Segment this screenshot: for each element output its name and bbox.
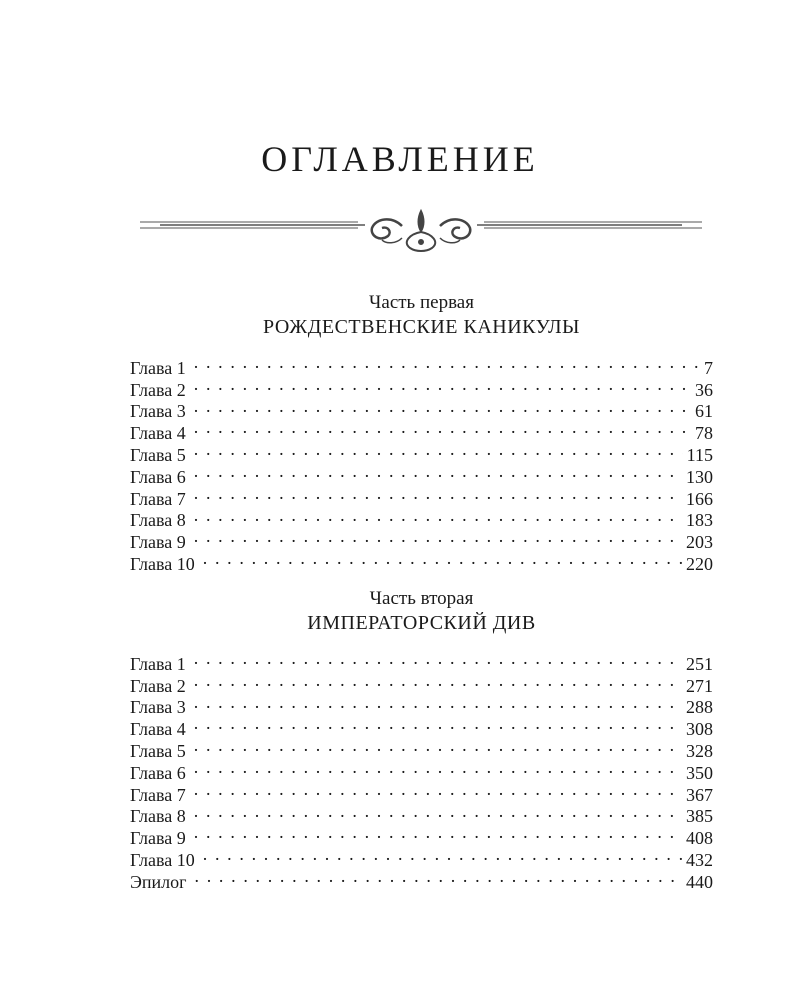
toc-entry[interactable]: [130, 735, 713, 761]
dot-leader: [194, 779, 682, 801]
toc-list: [130, 352, 713, 574]
dot-leader: [194, 417, 691, 439]
toc-entry-label: Глава 1: [130, 653, 186, 674]
toc-entry-label: Глава 6: [130, 466, 186, 487]
toc-entry-label: Глава 9: [130, 828, 186, 849]
toc-entry[interactable]: [130, 713, 713, 740]
toc-entry-label: Глава 2: [130, 675, 186, 696]
toc-entry[interactable]: [130, 757, 713, 783]
toc-entry[interactable]: [130, 779, 713, 805]
toc-entry-label: Глава 10: [130, 849, 195, 870]
toc-entry-page-number: 36: [695, 379, 713, 400]
toc-entry-page-number: 385: [686, 806, 713, 827]
toc-entry-label: Глава 4: [130, 423, 186, 444]
part-label: Часть вторая: [369, 588, 474, 609]
toc-entry[interactable]: [130, 439, 713, 465]
toc-entry-page-number: 61: [695, 401, 713, 422]
dot-leader: [194, 374, 691, 396]
toc-entry[interactable]: [130, 461, 713, 487]
toc-entry-page-number: 115: [686, 444, 713, 465]
toc-entry[interactable]: [130, 417, 713, 444]
toc-entry-page-number: 220: [686, 553, 713, 574]
part-title: ИМПЕРАТОРСКИЙ ДИВ: [307, 612, 536, 634]
toc-list: [130, 648, 713, 892]
toc-entry-label: Глава 1: [130, 357, 186, 378]
toc-entry[interactable]: [130, 526, 713, 553]
toc-entry-page-number: 432: [686, 849, 713, 870]
dot-leader: [194, 439, 683, 461]
toc-entry-page-number: 166: [686, 488, 713, 509]
toc-entry-label: Глава 9: [130, 532, 186, 553]
dot-leader: [194, 526, 682, 548]
toc-entry[interactable]: [130, 670, 713, 696]
dot-leader: [194, 735, 682, 757]
toc-entry-page-number: 328: [686, 740, 713, 761]
toc-entry[interactable]: [130, 866, 713, 892]
dot-leader: [203, 548, 682, 570]
toc-part-2: [130, 588, 713, 892]
toc-entry-page-number: 183: [686, 510, 713, 531]
toc-entry-page-number: 288: [686, 697, 713, 718]
toc-entry[interactable]: [130, 352, 713, 378]
toc-entry-label: Глава 5: [130, 444, 186, 465]
toc-entry[interactable]: [130, 692, 713, 718]
toc-entry-label: Глава 10: [130, 553, 195, 574]
toc-entry[interactable]: [130, 548, 713, 574]
dot-leader: [194, 670, 682, 692]
toc-entry-label: Глава 3: [130, 697, 186, 718]
toc-entry-label: Глава 8: [130, 510, 186, 531]
toc-entry-page-number: 308: [686, 719, 713, 740]
toc-entry-label: Глава 7: [130, 488, 186, 509]
toc-entry-page-number: 271: [686, 675, 713, 696]
toc-part-1: [130, 292, 713, 574]
ornament-divider: [140, 208, 702, 252]
dot-leader: [203, 844, 682, 866]
page-title: ОГЛАВЛЕНИЕ: [261, 139, 539, 179]
dot-leader: [195, 866, 682, 888]
dot-leader: [194, 483, 682, 505]
dot-leader: [194, 461, 682, 483]
part-title: РОЖДЕСТВЕНСКИЕ КАНИКУЛЫ: [262, 316, 580, 338]
toc-entry-page-number: 408: [686, 828, 713, 849]
toc-entry-page-number: 350: [686, 762, 713, 783]
toc-entry[interactable]: [130, 844, 713, 870]
toc-entry-page-number: 440: [686, 871, 713, 892]
dot-leader: [194, 396, 691, 418]
dot-leader: [194, 822, 682, 844]
toc-entry-page-number: 130: [686, 466, 713, 487]
toc-entry-page-number: 203: [686, 532, 713, 553]
toc-entry[interactable]: [130, 483, 713, 509]
part-label: Часть первая: [369, 292, 474, 313]
toc-entry[interactable]: [130, 648, 713, 674]
dot-leader: [194, 648, 682, 670]
dot-leader: [194, 505, 682, 527]
dot-leader: [194, 801, 682, 823]
toc-entry-label: Глава 6: [130, 762, 186, 783]
toc-entry[interactable]: [130, 396, 713, 422]
toc-entry-label: Эпилог: [130, 871, 187, 892]
toc-entry[interactable]: [130, 822, 713, 849]
toc-entry-label: Глава 2: [130, 379, 186, 400]
toc-entry[interactable]: [130, 801, 713, 827]
toc-entry-page-number: 78: [695, 423, 713, 444]
dot-leader: [194, 692, 682, 714]
toc-entry-label: Глава 3: [130, 401, 186, 422]
toc-entry-label: Глава 8: [130, 806, 186, 827]
toc-entry[interactable]: [130, 374, 713, 400]
toc-entry-label: Глава 7: [130, 784, 186, 805]
dot-leader: [194, 352, 700, 374]
dot-leader: [194, 757, 682, 779]
toc-entry-page-number: 251: [686, 653, 713, 674]
toc-entry-label: Глава 5: [130, 740, 186, 761]
toc-entry[interactable]: [130, 505, 713, 531]
toc-entry-page-number: 7: [704, 357, 713, 378]
toc-entry-page-number: 367: [686, 784, 713, 805]
dot-leader: [194, 713, 682, 735]
toc-entry-label: Глава 4: [130, 719, 186, 740]
